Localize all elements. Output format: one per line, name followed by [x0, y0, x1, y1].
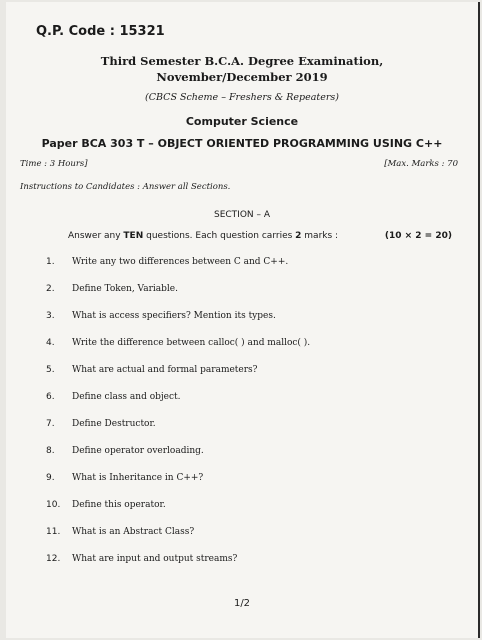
page-number: 1/2 — [233, 598, 251, 609]
question-text: What is Inheritance in C++? — [72, 473, 204, 483]
paper-title: Paper BCA 303 T – OBJECT ORIENTED PROGRAMMING USING C++ — [41, 137, 443, 150]
question-number: 1. — [46, 257, 55, 267]
question-number: 7. — [46, 419, 55, 429]
section-a-marks: (10 × 2 = 20) — [384, 231, 452, 241]
question-text: Define Destructor. — [72, 419, 156, 429]
scheme-line: (CBCS Scheme – Freshers & Repeaters) — [145, 92, 339, 103]
question-text: What are input and output streams? — [72, 554, 238, 564]
section-a-instruction — [68, 231, 338, 241]
instruction-mid: questions. Each question carries — [143, 231, 296, 241]
question-number: 3. — [46, 311, 55, 321]
question-number: 6. — [46, 392, 55, 402]
exam-title-line1: Third Semester B.C.A. Degree Examination, — [100, 54, 384, 68]
question-text: Write any two differences between C and C++. — [72, 257, 289, 267]
question-number: 8. — [46, 446, 55, 456]
question-number: 2. — [46, 284, 55, 294]
question-text: Define this operator. — [72, 500, 166, 510]
qp-code: Q.P. Code : 15321 — [36, 24, 165, 39]
question-number: 5. — [46, 365, 55, 375]
question-text: Define Token, Variable. — [72, 284, 178, 294]
instruction-ten: TEN — [123, 231, 144, 241]
question-text: Write the difference between calloc( ) and malloc( ). — [72, 338, 311, 348]
time-label: Time : 3 Hours] — [20, 159, 88, 169]
question-number: 12. — [46, 554, 61, 564]
question-text: Define operator overloading. — [72, 446, 204, 456]
subject-title: Computer Science — [185, 115, 299, 128]
question-number: 9. — [46, 473, 55, 483]
section-a-title: SECTION – A — [213, 210, 271, 220]
question-number: 10. — [46, 500, 61, 510]
exam-paper-page — [6, 2, 480, 638]
question-text: What are actual and formal parameters? — [72, 365, 258, 375]
question-number: 4. — [46, 338, 55, 348]
instruction-pre: Answer any — [68, 231, 124, 241]
question-number: 11. — [46, 527, 61, 537]
exam-title-line2: November/December 2019 — [156, 70, 328, 84]
question-text: What is an Abstract Class? — [72, 527, 195, 537]
question-text: What is access specifiers? Mention its types. — [72, 311, 276, 321]
instruction-two: 2 — [295, 231, 302, 241]
instructions-line: Instructions to Candidates : Answer all Sections. — [20, 182, 231, 192]
instruction-post: marks : — [301, 231, 339, 241]
max-marks-label: [Max. Marks : 70 — [384, 159, 458, 169]
question-text: Define class and object. — [72, 392, 181, 402]
